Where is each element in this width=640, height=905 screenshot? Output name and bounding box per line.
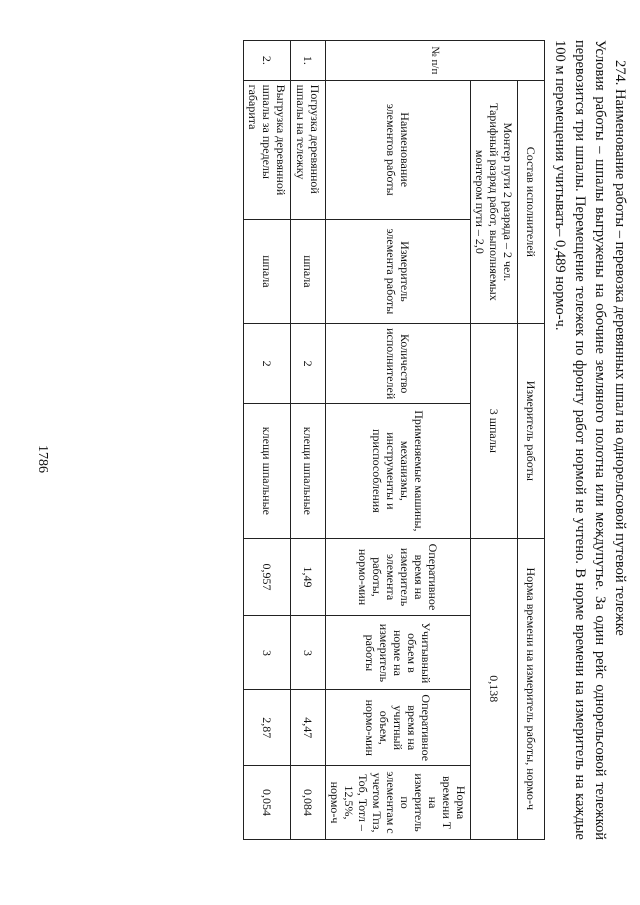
- table-row: [244, 41, 291, 840]
- work-conditions: Условия работы – шпалы выгружены на обочине земляного полотна или междупутье. За один рейс однорельсовой тележкой перевозится три шпалы. Перемещение тележек по фронту работ нормой не учтено. В норме времени на измеритель на каждые 100 м перемещения учитывать– 0,489 нормо-ч.: [552, 40, 608, 840]
- rotated-page-content: [80, 40, 640, 840]
- header-elements-name: Наименование элементов работы: [326, 80, 471, 219]
- page-number: 1786: [35, 445, 50, 473]
- row-number: 1.: [291, 41, 326, 81]
- row-accounted-volume: 3: [291, 616, 326, 690]
- row-element-name: Выгрузка деревянной шпалы за пределы габарита: [244, 80, 291, 219]
- row-workers-count: 2: [291, 324, 326, 404]
- header-time-norm-element: Норма времени Т на измеритель по элементам с учетом Тпз, Тоб, Тотл – 12,5%, нормо-ч: [326, 766, 471, 840]
- header-staff: Состав исполнителей: [518, 80, 545, 323]
- header-work-meter: Измеритель работы: [518, 324, 545, 538]
- row-operative-time-volume: 2,87: [244, 690, 291, 766]
- row-element-meter: шпала: [291, 219, 326, 323]
- row-element-name: Погрузка деревянной шпалы на тележку: [291, 80, 326, 219]
- header-operative-time: Оперативное время на измеритель элемента работы, нормо-мин: [326, 538, 471, 616]
- header-operative-time-volume: Оперативное время на учитный объем, нормо-мин: [326, 690, 471, 766]
- row-time-norm: 0,054: [244, 766, 291, 840]
- work-meter-value: 3 шпалы: [471, 324, 518, 538]
- staff-composition-line2: Тарифный разряд работ, выполняемых монтером пути – 2,0: [473, 103, 501, 301]
- time-norm-table: [243, 40, 545, 840]
- header-accounted-volume: Учитывный объем в норме на измеритель работы: [326, 616, 471, 690]
- header-time-norm: Норма времени на измеритель работы, нормо-ч: [518, 538, 545, 839]
- row-number: 2.: [244, 41, 291, 81]
- time-norm-value: 0,138: [471, 538, 518, 839]
- staff-composition-line1: Монтер пути 2 разряда – 2 чел.: [501, 122, 515, 282]
- work-heading: [550, 40, 630, 840]
- row-tools: клещи шпальные: [291, 404, 326, 538]
- header-number: № п/п: [326, 41, 545, 81]
- work-title: 274. Наименование работы – перевозка деревянных шпал на однорельсовой путевой тележке: [612, 60, 628, 636]
- row-workers-count: 2: [244, 324, 291, 404]
- row-time-norm: 0,084: [291, 766, 326, 840]
- header-workers-count: Количество исполнителей: [326, 324, 471, 404]
- row-operative-time-volume: 4,47: [291, 690, 326, 766]
- staff-composition: [471, 80, 518, 323]
- header-element-meter: Измеритель элемента работы: [326, 219, 471, 323]
- row-operative-time: 0,957: [244, 538, 291, 616]
- table-row: [291, 41, 326, 840]
- row-operative-time: 1,49: [291, 538, 326, 616]
- row-tools: клещи шпальные: [244, 404, 291, 538]
- header-machines: Применяемые машины, механизмы, инструменты и приспособления: [326, 404, 471, 538]
- row-element-meter: шпала: [244, 219, 291, 323]
- row-accounted-volume: 3: [244, 616, 291, 690]
